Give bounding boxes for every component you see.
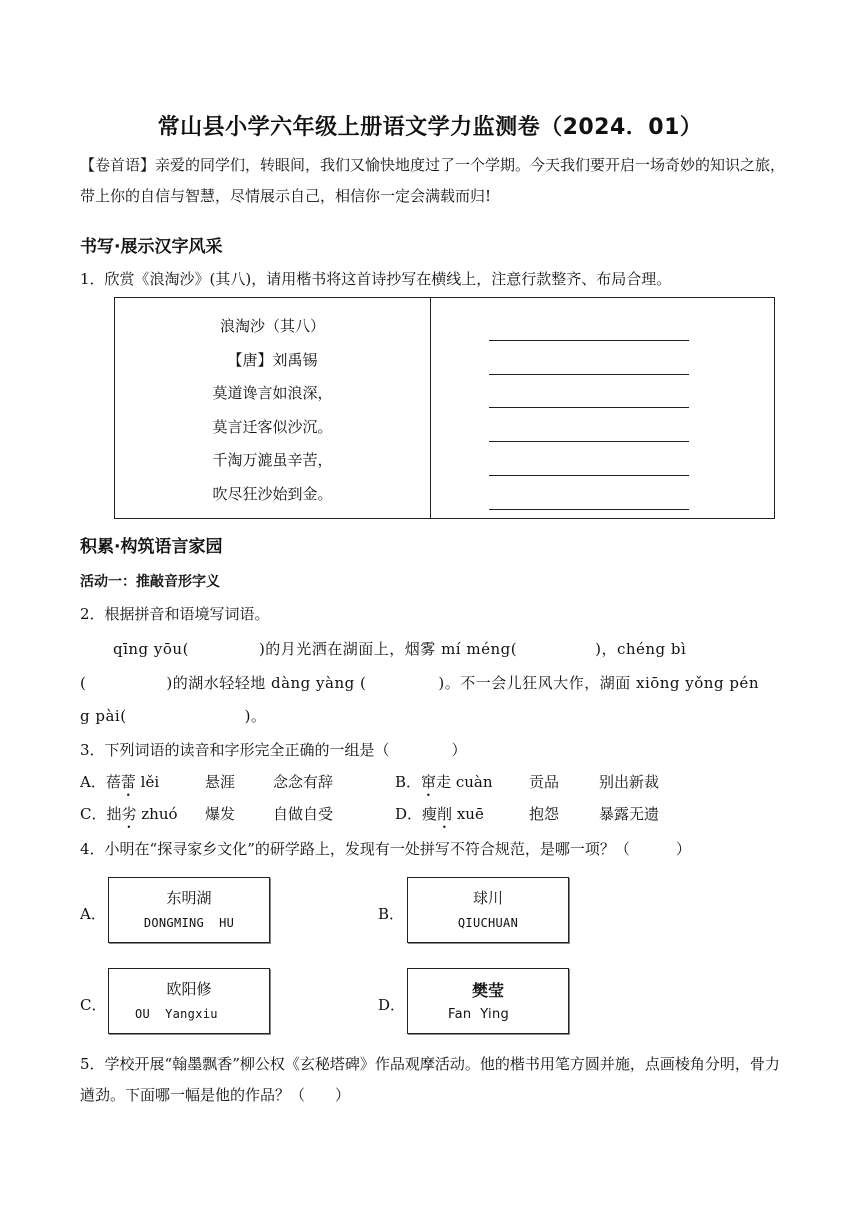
- option-word-dotted: 蕾: [120, 773, 136, 791]
- q4-option-a-sign[interactable]: [108, 877, 270, 943]
- writing-blank-line[interactable]: [489, 475, 689, 476]
- q3-a-word-2: 悬涯: [205, 773, 236, 791]
- q4-stem-end: ）: [675, 840, 691, 858]
- q2-text: (: [80, 674, 87, 692]
- q4-option-a-label: A．: [80, 905, 106, 923]
- writing-blank-line[interactable]: [489, 340, 689, 341]
- writing-blank-line[interactable]: [489, 374, 689, 375]
- poem-line-1: 莫道谗言如浪深，: [212, 384, 333, 402]
- q3-b-word-2: 贡品: [529, 773, 560, 791]
- q3-b-word-3: 别出新裁: [599, 773, 660, 791]
- section-heading-accumulation: 积累·构筑语言家园: [80, 537, 223, 557]
- poem-line-2: 莫言迁客似沙沉。: [212, 418, 333, 436]
- question-5-text: 5．学校开展“翰墨飘香”柳公权《玄秘塔碑》作品观摩活动。他的楷书用笔方圆并施，点画棱角分明，骨力遒劲。下面哪一幅是他的作品？（ ）: [80, 1055, 780, 1104]
- poem-title: 浪淘沙（其八）: [219, 317, 325, 335]
- q4-option-b-sign[interactable]: [407, 877, 569, 943]
- table-divider: [430, 298, 431, 518]
- q2-text: )的月光洒在湖面上，烟雾 mí méng(: [258, 640, 518, 658]
- q2-text: )的湖水轻轻地 dàng yàng (: [166, 674, 367, 692]
- q3-d-word-2: 抱怨: [529, 805, 560, 823]
- option-word-dotted: 窜: [421, 773, 437, 791]
- q2-text: qīng yōu(: [113, 640, 189, 658]
- option-label: B．: [395, 773, 422, 791]
- sign-pinyin: Fan Ying: [448, 1007, 510, 1022]
- q2-line-3: [80, 705, 266, 726]
- sign-pinyin: OU Yangxiu: [135, 1007, 218, 1021]
- q2-text: g pài(: [80, 707, 127, 725]
- q3-stem-end: ）: [451, 741, 467, 759]
- sign-chinese: 球川: [472, 889, 503, 907]
- q3-c-word-3: 自做自受: [273, 805, 334, 823]
- q4-option-b-label: B．: [378, 905, 405, 923]
- page-title: 常山县小学六年级上册语文学力监测卷（2024．01）: [157, 115, 703, 140]
- intro-paragraph: 【卷首语】亲爱的同学们，转眼间，我们又愉快地度过了一个学期。今天我们要开启一场奇妙的知识之旅，带上你的自信与智慧，尽情展示自己，相信你一定会满载而归!: [80, 156, 786, 205]
- option-word-dotted: 削: [437, 805, 453, 823]
- option-pinyin: 走 cuàn: [436, 773, 493, 791]
- q3-option-b[interactable]: [395, 771, 492, 800]
- q2-line-1: [113, 638, 686, 659]
- poem-line-4: 吹尽狂沙始到金。: [212, 485, 333, 503]
- option-label: D．: [395, 805, 423, 823]
- q3-option-d[interactable]: [395, 803, 484, 832]
- question-2-text: 2．根据拼音和语境写词语。: [80, 605, 270, 623]
- q2-text: )，chéng bì: [595, 640, 687, 658]
- q2-line-2: [80, 672, 759, 693]
- sign-chinese: 东明湖: [166, 889, 212, 907]
- option-word: 蓓: [105, 773, 121, 791]
- poem-author: 【唐】刘禹锡: [227, 351, 318, 369]
- question-3-text: [80, 739, 467, 760]
- question-1-text: 1．欣赏《浪淘沙》(其八)，请用楷书将这首诗抄写在横线上，注意行款整齐、布局合理。: [80, 270, 672, 288]
- q4-option-c-sign[interactable]: [108, 968, 270, 1034]
- q3-d-word-3: 暴露无遗: [599, 805, 660, 823]
- q4-option-c-label: C．: [80, 996, 107, 1014]
- sign-pinyin: DONGMING HU: [143, 916, 235, 930]
- q3-stem: 3．下列词语的读音和字形完全正确的一组是（: [80, 741, 390, 759]
- q4-option-d-sign[interactable]: [407, 968, 569, 1034]
- option-word: 拙: [106, 805, 122, 823]
- option-word: 瘦: [422, 805, 438, 823]
- poem-line-3: 千淘万漉虽辛苦，: [212, 451, 333, 469]
- option-word-dotted: 劣: [121, 805, 137, 823]
- writing-blank-line[interactable]: [489, 407, 689, 408]
- writing-blank-line[interactable]: [489, 441, 689, 442]
- q2-text: )。: [244, 707, 267, 725]
- q4-option-d-label: D．: [378, 996, 406, 1014]
- writing-blank-line[interactable]: [489, 509, 689, 510]
- q4-stem: 4．小明在“探寻家乡文化”的研学路上，发现有一处拼写不符合规范，是哪一项？（: [80, 840, 630, 858]
- q3-a-word-3: 念念有辞: [273, 773, 334, 791]
- option-pinyin: xuē: [452, 805, 484, 823]
- question-4-text: [80, 838, 691, 859]
- section-heading-writing: 书写·展示汉字风采: [80, 237, 223, 257]
- option-label: C．: [80, 805, 107, 823]
- q3-option-c[interactable]: [80, 803, 178, 832]
- option-label: A．: [80, 773, 106, 791]
- q3-c-word-2: 爆发: [205, 805, 236, 823]
- activity-heading: 活动一：推敲音形字义: [80, 574, 220, 590]
- option-pinyin: zhuó: [136, 805, 178, 823]
- q2-text: )。不一会儿狂风大作，湖面 xiōng yǒng pén: [438, 674, 759, 692]
- sign-pinyin: QIUCHUAN: [457, 916, 519, 930]
- sign-chinese: 欧阳修: [166, 980, 212, 998]
- option-pinyin: lěi: [135, 773, 160, 791]
- sign-chinese: 樊莹: [471, 981, 504, 1000]
- q3-option-a[interactable]: [80, 771, 159, 800]
- poem-copy-table: [114, 297, 775, 519]
